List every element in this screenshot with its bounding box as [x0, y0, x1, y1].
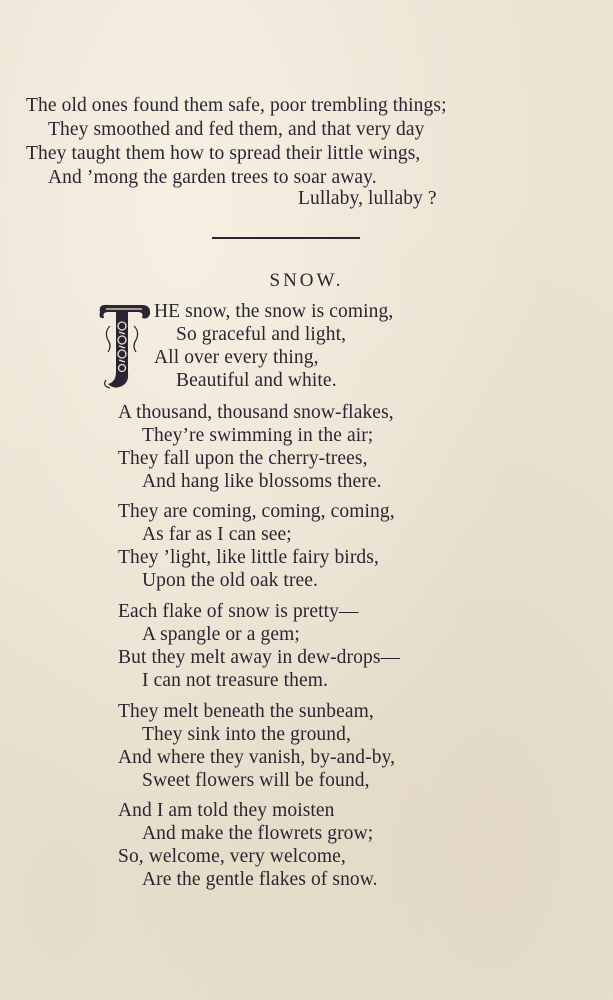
stanza-5-line-4: Sweet flowers will be found, [142, 770, 370, 791]
stanza-4-line-1: Each flake of snow is pretty— [118, 601, 359, 622]
stanza-6-line-4: Are the gentle flakes of snow. [142, 869, 378, 890]
stanza-1-line-2: So graceful and light, [176, 324, 347, 345]
refrain-lullaby: Lullaby, lullaby ? [298, 188, 437, 209]
stanza-4-line-3: But they melt away in dew-drops— [118, 647, 401, 668]
stanza-2-line-4: And hang like blossoms there. [142, 471, 382, 492]
top-stanza-line-2: They smoothed and fed them, and that very day [48, 119, 425, 140]
top-stanza-line-4: And ’mong the garden trees to soar away. [48, 167, 377, 188]
stanza-5-line-3: And where they vanish, by-and-by, [118, 747, 396, 768]
stanza-4-line-4: I can not treasure them. [142, 670, 328, 691]
ornamental-drop-cap-T [96, 302, 152, 390]
stanza-2-line-3: They fall upon the cherry-trees, [118, 448, 368, 469]
stanza-1-line-4: Beautiful and white. [176, 370, 337, 391]
stanza-2-line-1: A thousand, thousand snow-flakes, [118, 402, 394, 423]
top-stanza-line-3: They taught them how to spread their little wings, [26, 143, 421, 164]
stanza-2-line-2: They’re swimming in the air; [142, 425, 374, 446]
stanza-4-line-2: A spangle or a gem; [142, 624, 300, 645]
stanza-1-line-1: HE snow, the snow is coming, [154, 301, 394, 322]
stanza-3-line-2: As far as I can see; [142, 524, 292, 545]
stanza-6-line-3: So, welcome, very welcome, [118, 846, 346, 867]
stanza-3-line-3: They ’light, like little fairy birds, [118, 547, 379, 568]
poem-title: SNOW. [269, 270, 344, 291]
stanza-5-line-2: They sink into the ground, [142, 724, 351, 745]
stanza-6-line-1: And I am told they moisten [118, 800, 335, 821]
stanza-3-line-4: Upon the old oak tree. [142, 570, 319, 591]
stanza-6-line-2: And make the flowrets grow; [142, 823, 374, 844]
stanza-3-line-1: They are coming, coming, coming, [118, 501, 395, 522]
section-divider [212, 237, 360, 239]
top-stanza-line-1: The old ones found them safe, poor trembling things; [26, 95, 447, 116]
stanza-5-line-1: They melt beneath the sunbeam, [118, 701, 374, 722]
stanza-1-line-3: All over every thing, [154, 347, 319, 368]
